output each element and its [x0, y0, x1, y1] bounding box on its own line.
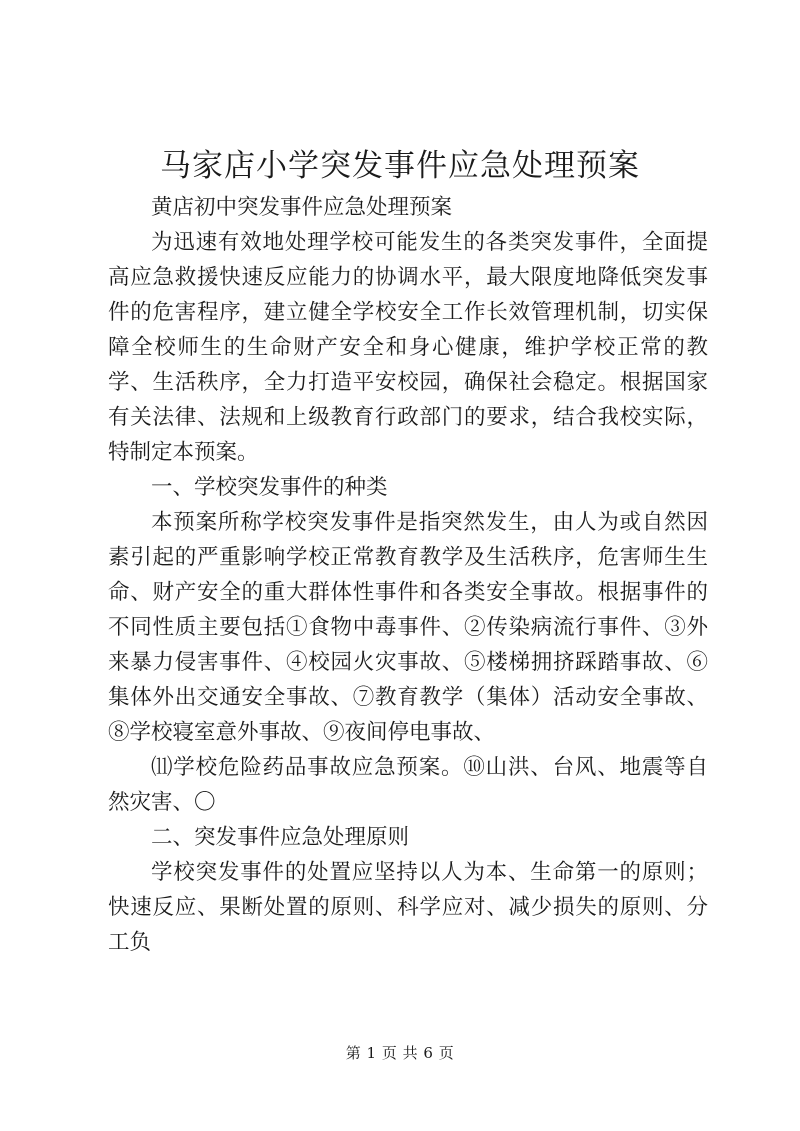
subtitle-paragraph: 黄店初中突发事件应急处理预案	[151, 195, 453, 220]
page-footer: 第 1 页 共 6 页	[345, 1044, 455, 1062]
section-heading-2: 二、突发事件应急处理原则	[151, 825, 410, 850]
principles-paragraph: 学校突发事件的处置应坚持以人为本、生命第一的原则；快速反应、果断处置的原则、科学应对、减少损失的原则、分工负	[108, 860, 708, 955]
types-continued-paragraph: ⑾学校危险药品事故应急预案。⑩山洪、台风、地震等自然灾害、〇	[108, 755, 708, 815]
types-paragraph: 本预案所称学校突发事件是指突然发生，由人为或自然因素引起的严重影响学校正常教育教学及生活秩序，危害师生生命、财产安全的重大群体性事件和各类安全事故。根据事件的不同性质主要包括①食物中毒事件、②传染病流行事件、③外来暴力侵害事件、④校园火灾事故、⑤楼梯拥挤踩踏事故、⑥集体外出交通安全事故、⑦教育教学（集体）活动安全事故、⑧学校寝室意外事故、⑨夜间停电事故、	[108, 510, 708, 745]
document-title: 马家店小学突发事件应急处理预案	[160, 148, 640, 184]
section-heading-1: 一、学校突发事件的种类	[151, 475, 388, 500]
document-body	[108, 190, 708, 960]
intro-paragraph: 为迅速有效地处理学校可能发生的各类突发事件，全面提高应急救援快速反应能力的协调水平，最大限度地降低突发事件的危害程序，建立健全学校安全工作长效管理机制，切实保障全校师生的生命财产安全和身心健康，维护学校正常的教学、生活秩序，全力打造平安校园，确保社会稳定。根据国家有关法律、法规和上级教育行政部门的要求，结合我校实际，特制定本预案。	[108, 230, 708, 465]
